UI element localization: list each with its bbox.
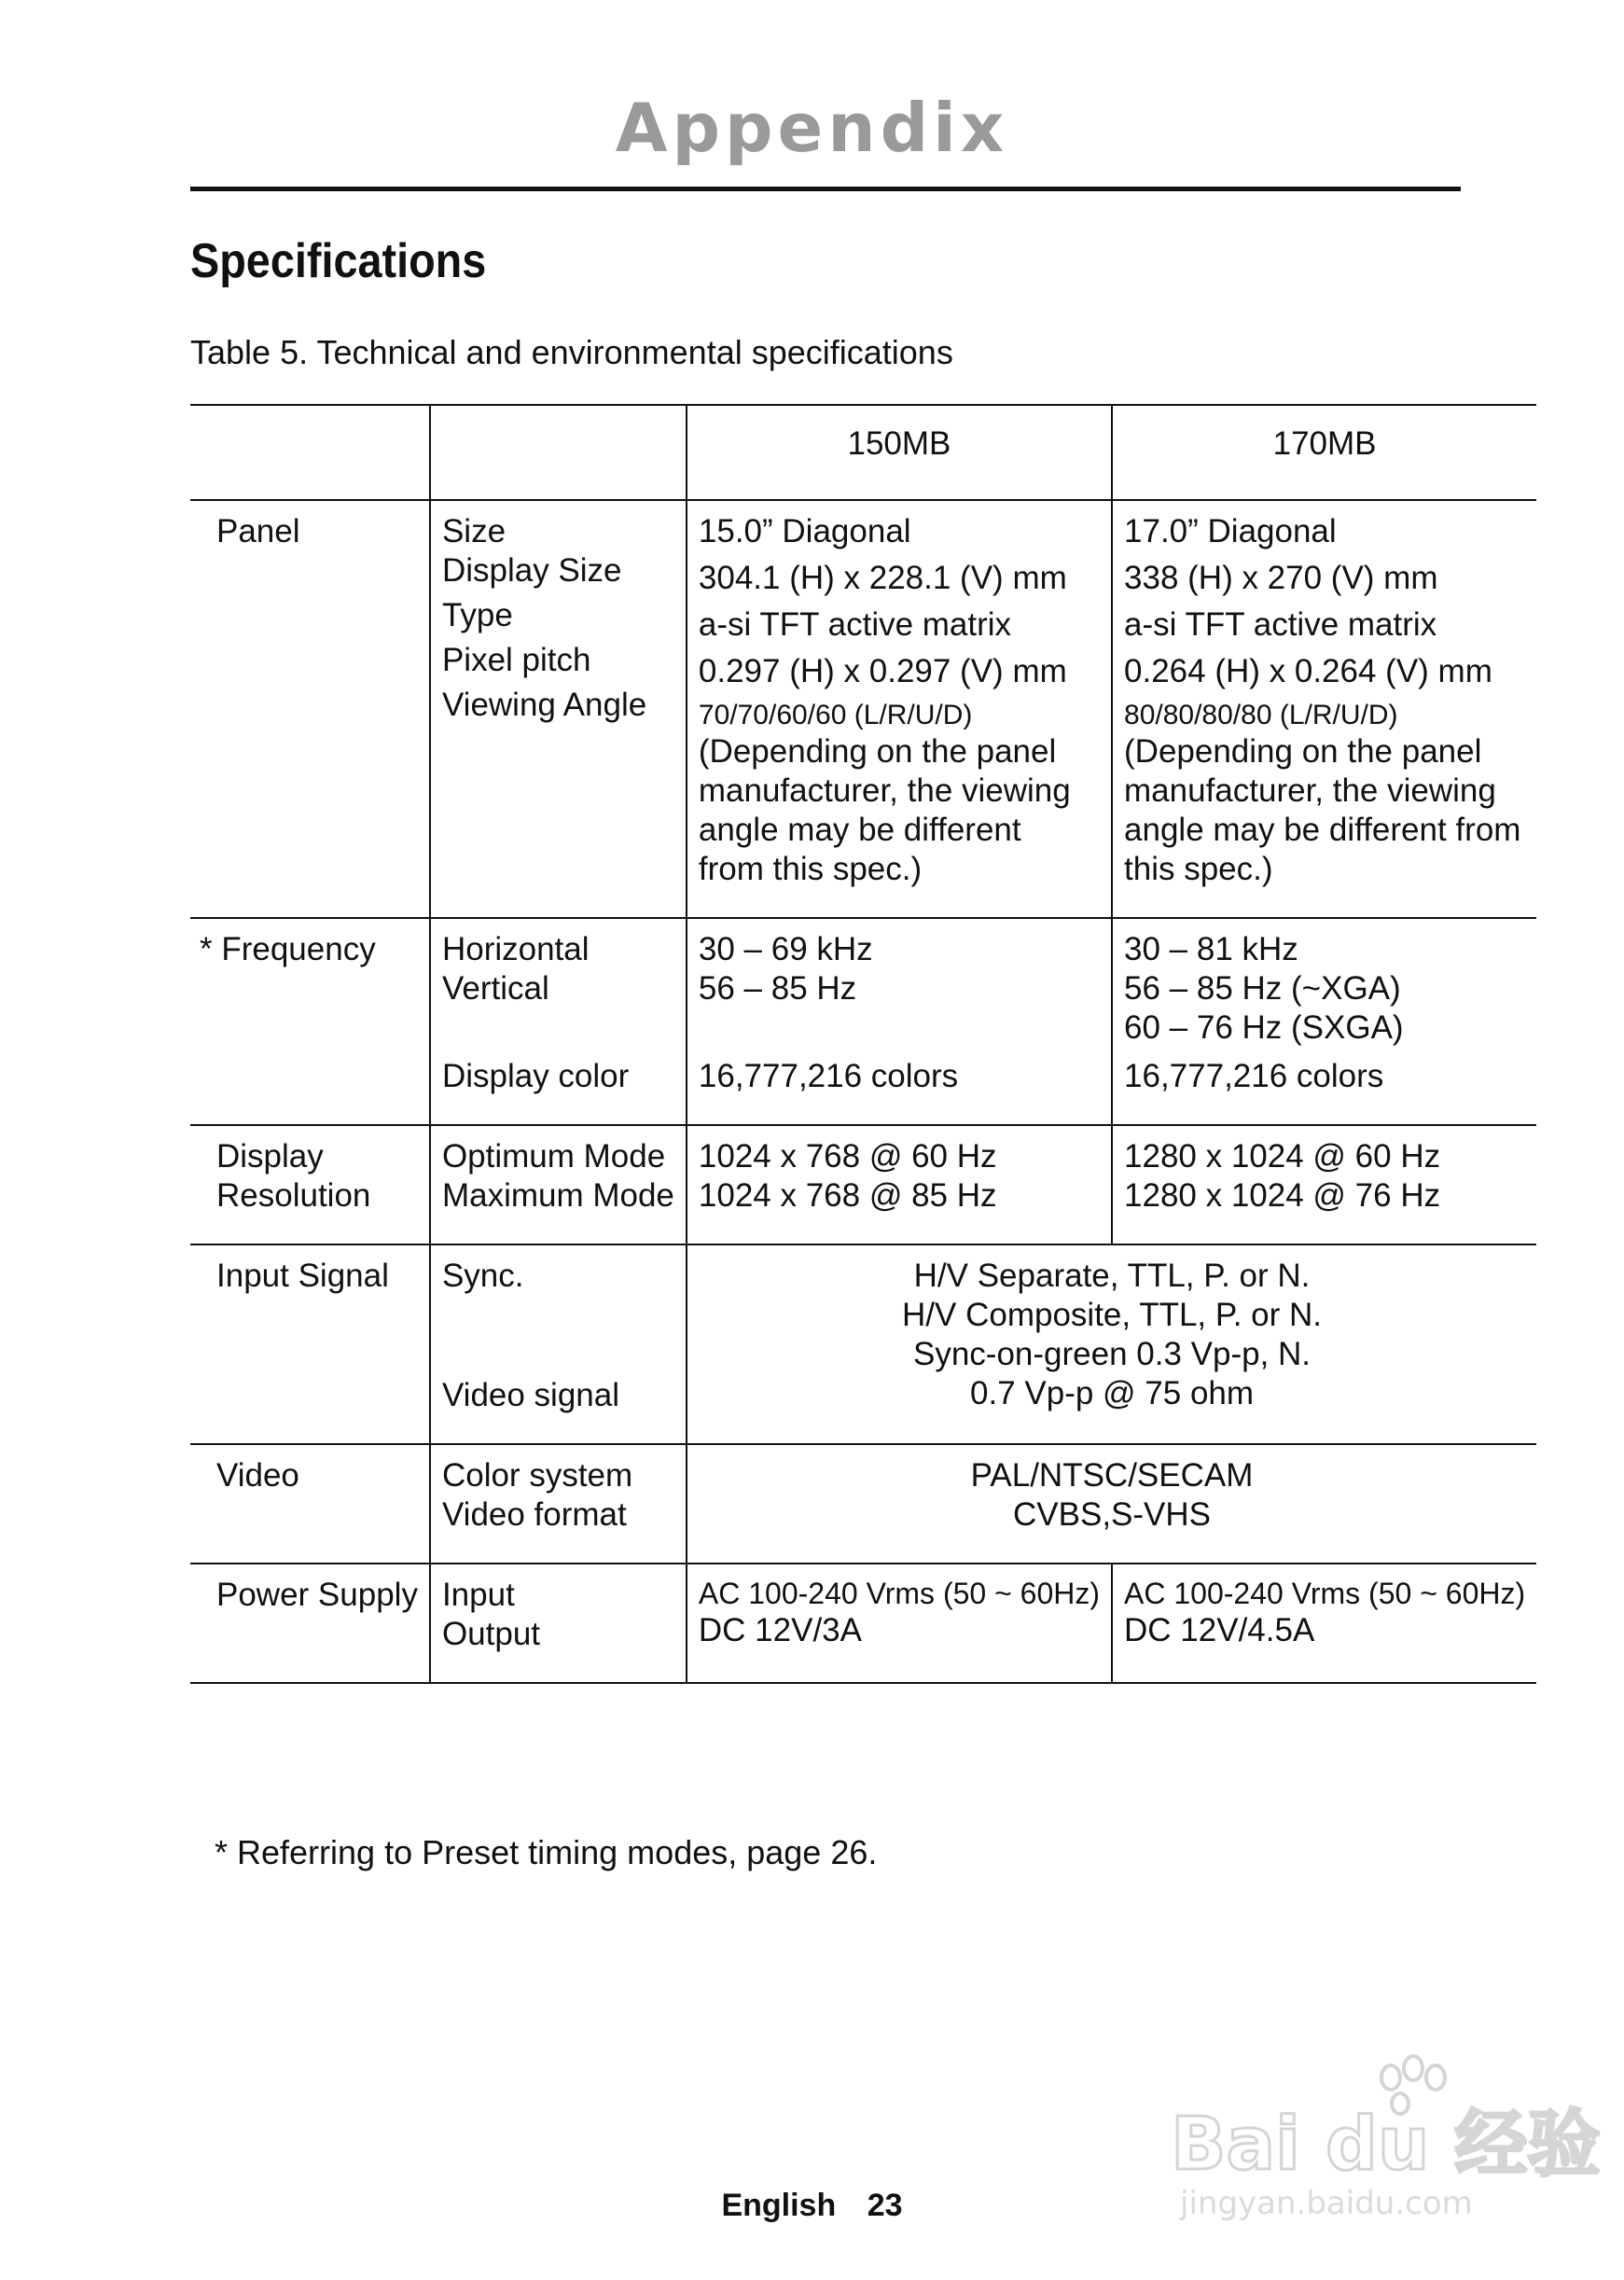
section-title: Specifications bbox=[190, 234, 487, 288]
spec-note: angle may be different bbox=[698, 812, 1021, 848]
header-rule bbox=[190, 187, 1461, 191]
spec-value: 15.0” Diagonal bbox=[698, 513, 911, 549]
spec-value: 30 – 69 kHz bbox=[698, 931, 873, 967]
spec-value: a-si TFT active matrix bbox=[1124, 606, 1437, 643]
spec-value: 1280 x 1024 @ 76 Hz bbox=[1124, 1177, 1441, 1214]
spec-item: Display color bbox=[441, 1058, 630, 1094]
spec-value: CVBS,S-VHS bbox=[1013, 1496, 1212, 1533]
footer-page-number: 23 bbox=[867, 2188, 903, 2223]
table-row-frequency bbox=[190, 918, 1536, 1125]
spec-item: Color system bbox=[441, 1457, 633, 1494]
spec-item: Video format bbox=[441, 1496, 627, 1533]
spec-value: PAL/NTSC/SECAM bbox=[970, 1457, 1254, 1494]
watermark-url: jingyan.baidu.com bbox=[1180, 2185, 1473, 2222]
spec-value: 338 (H) x 270 (V) mm bbox=[1124, 560, 1438, 596]
baidu-watermark-logo bbox=[1161, 2048, 1601, 2225]
spec-value: 0.264 (H) x 0.264 (V) mm bbox=[1124, 653, 1492, 689]
spec-value: AC 100-240 Vrms (50 ~ 60Hz) bbox=[698, 1577, 1101, 1610]
spec-item: Viewing Angle bbox=[441, 687, 647, 723]
spec-value: H/V Composite, TTL, P. or N. bbox=[902, 1297, 1322, 1333]
spec-value: 30 – 81 kHz bbox=[1124, 931, 1298, 967]
spec-item: Input bbox=[441, 1577, 515, 1613]
watermark-brand: Bai du 经验 bbox=[1171, 2103, 1601, 2187]
table-row-input-signal bbox=[190, 1244, 1536, 1444]
spec-note: from this spec.) bbox=[698, 851, 923, 887]
spec-note: this spec.) bbox=[1124, 851, 1273, 887]
row-label-display: Display bbox=[216, 1138, 324, 1175]
spec-item: Horizontal bbox=[441, 931, 590, 967]
spec-item: Maximum Mode bbox=[441, 1177, 674, 1214]
row-label-frequency: * Frequency bbox=[200, 931, 376, 967]
spec-item: Vertical bbox=[441, 970, 549, 1007]
spec-value: 1024 x 768 @ 85 Hz bbox=[698, 1177, 997, 1214]
spec-value: 17.0” Diagonal bbox=[1124, 513, 1337, 549]
spec-value: 0.7 Vp-p @ 75 ohm bbox=[970, 1375, 1255, 1411]
spec-value: 80/80/80/80 (L/R/U/D) bbox=[1124, 700, 1398, 730]
spec-value: 1280 x 1024 @ 60 Hz bbox=[1124, 1138, 1441, 1175]
table-caption: Table 5. Technical and environmental specifications bbox=[190, 333, 953, 371]
spec-value: 16,777,216 colors bbox=[1124, 1058, 1384, 1094]
header-cell-empty-1 bbox=[190, 405, 430, 500]
spec-value: 60 – 76 Hz (SXGA) bbox=[1124, 1009, 1404, 1046]
row-label-resolution: Resolution bbox=[216, 1177, 371, 1214]
spec-item: Pixel pitch bbox=[441, 642, 591, 678]
row-label-power-supply: Power Supply bbox=[216, 1577, 418, 1613]
spec-item: Type bbox=[441, 597, 513, 633]
spec-item: Video signal bbox=[441, 1377, 620, 1413]
row-label-panel: Panel bbox=[216, 513, 300, 549]
page-header-title: Appendix bbox=[615, 89, 1009, 167]
spec-item: Display Size bbox=[441, 552, 622, 589]
table-row-resolution bbox=[190, 1125, 1536, 1244]
spec-value: 16,777,216 colors bbox=[698, 1058, 959, 1094]
row-label-video: Video bbox=[216, 1457, 299, 1494]
spec-note: (Depending on the panel bbox=[1124, 733, 1482, 770]
header-cell-150mb: 150MB bbox=[687, 405, 1112, 500]
spec-item: Output bbox=[441, 1616, 541, 1652]
spec-value: Sync-on-green 0.3 Vp-p, N. bbox=[912, 1336, 1312, 1372]
spec-note: (Depending on the panel bbox=[698, 733, 1057, 770]
spec-value: H/V Separate, TTL, P. or N. bbox=[913, 1258, 1311, 1294]
table-row-power-supply bbox=[190, 1564, 1536, 1683]
table-row-video bbox=[190, 1444, 1536, 1564]
spec-value: 304.1 (H) x 228.1 (V) mm bbox=[698, 560, 1067, 596]
header-cell-empty-2 bbox=[430, 405, 687, 500]
spec-value: 56 – 85 Hz (~XGA) bbox=[1124, 970, 1401, 1007]
spec-value: 70/70/60/60 (L/R/U/D) bbox=[698, 700, 973, 730]
spec-item: Optimum Mode bbox=[441, 1138, 666, 1175]
spec-value: DC 12V/3A bbox=[698, 1612, 862, 1649]
spec-value: a-si TFT active matrix bbox=[698, 606, 1012, 643]
spec-value: 1024 x 768 @ 60 Hz bbox=[698, 1138, 997, 1175]
table-header-row bbox=[190, 405, 1536, 500]
table-footnote: * Referring to Preset timing modes, page 26. bbox=[215, 1833, 878, 1871]
footer-language: English bbox=[721, 2188, 837, 2223]
spec-note: angle may be different from bbox=[1124, 812, 1521, 848]
header-cell-170mb: 170MB bbox=[1112, 405, 1536, 500]
specifications-table bbox=[190, 404, 1536, 1684]
spec-note: manufacturer, the viewing bbox=[1124, 772, 1496, 809]
table-row-panel bbox=[190, 500, 1536, 918]
spec-value: AC 100-240 Vrms (50 ~ 60Hz) bbox=[1124, 1577, 1526, 1610]
spec-item: Sync. bbox=[441, 1258, 524, 1294]
spec-item: Size bbox=[441, 513, 507, 549]
spec-note: manufacturer, the viewing bbox=[698, 772, 1071, 809]
spec-value: 0.297 (H) x 0.297 (V) mm bbox=[698, 653, 1067, 689]
spec-value: 56 – 85 Hz bbox=[698, 970, 857, 1007]
spec-value: DC 12V/4.5A bbox=[1124, 1612, 1315, 1649]
row-label-input-signal: Input Signal bbox=[216, 1258, 389, 1294]
